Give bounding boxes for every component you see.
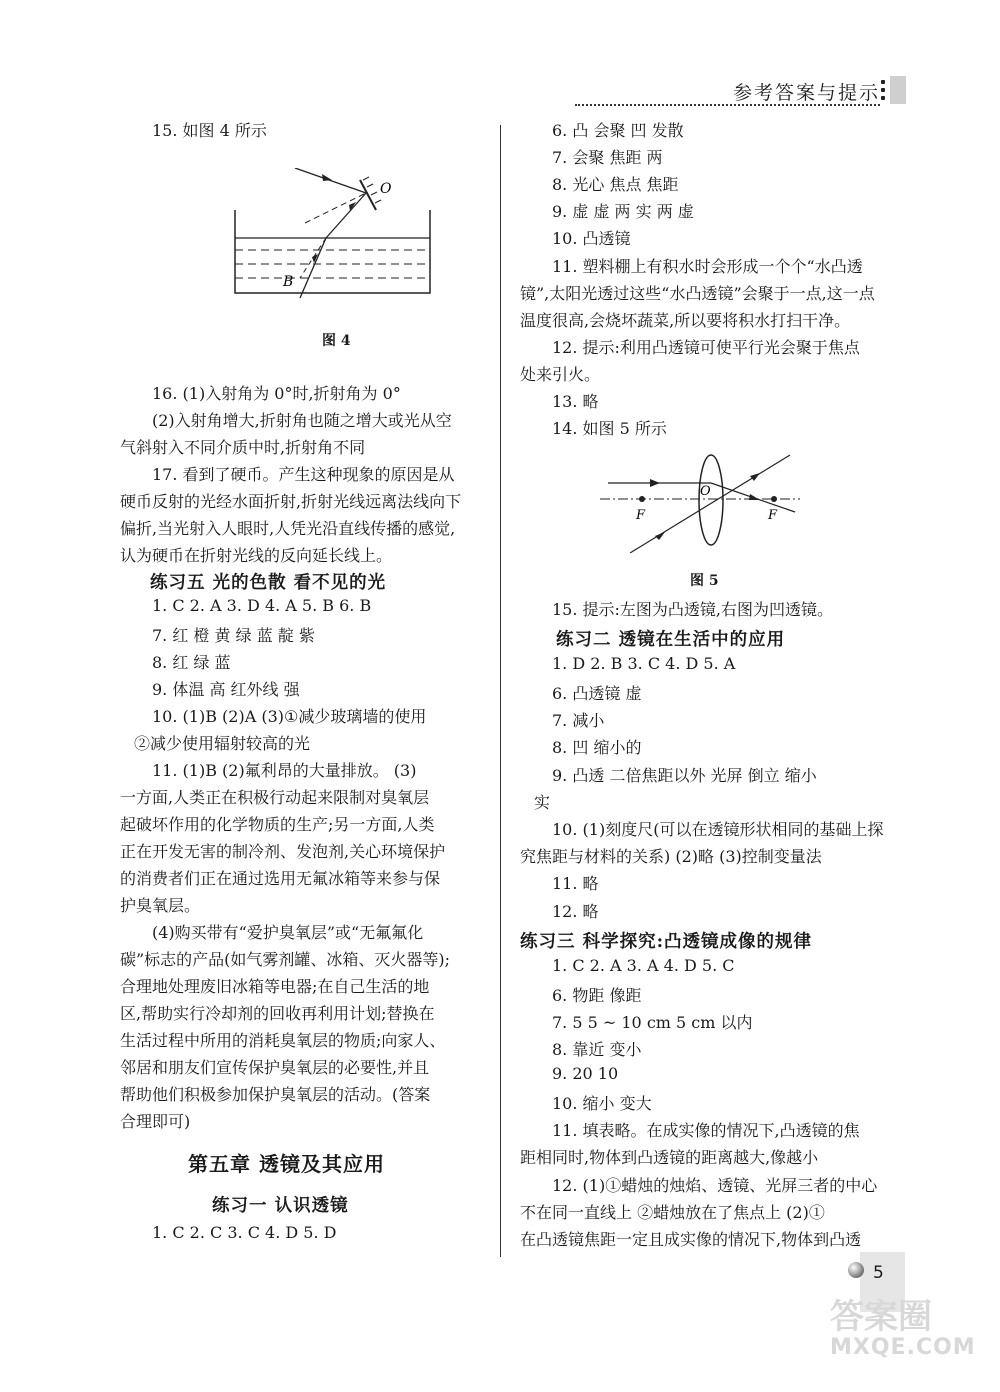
ex2-line: 11. 略 — [552, 874, 599, 893]
ex5-line: (4)购买带有“爱护臭氧层”或“无氟氟化 — [152, 923, 424, 942]
right-answer-line: 8. 光心 焦点 焦距 — [552, 175, 679, 194]
chapter-5-title: 第五章 透镜及其应用 — [188, 1152, 385, 1176]
answer-16-line-2: (2)入射角增大,折射角也随之增大或光从空 — [152, 411, 452, 430]
ex5-line: 区,帮助实行冷却剂的回收再利用计划;替换在 — [120, 1004, 435, 1023]
ex2-line: 究焦距与材料的关系) (2)略 (3)控制变量法 — [520, 847, 822, 866]
ex5-line: 1. C 2. A 3. D 4. A 5. B 6. B — [152, 596, 372, 615]
header-dotted-rule — [575, 104, 880, 106]
ex5-line: 护臭氧层。 — [120, 896, 201, 915]
right-answer-line: 13. 略 — [552, 392, 599, 411]
answer-17-line-3: 偏折,当光射入人眼时,人凭光沿直线传播的感觉, — [120, 519, 456, 538]
section-exercise-5-heading: 练习五 光的色散 看不见的光 — [150, 573, 387, 593]
ex3-line: 不在同一直线上 ②蜡烛放在了焦点上 (2)① — [520, 1203, 825, 1222]
ex2-line: 8. 凹 缩小的 — [552, 738, 642, 757]
ex2-line: 12. 略 — [552, 902, 599, 921]
figure-4-label-o: O — [380, 181, 392, 197]
answer-16-line-3: 气斜射入不同介质中时,折射角不同 — [120, 438, 366, 457]
right-answer-line: 14. 如图 5 所示 — [552, 419, 667, 438]
figure-5-caption: 图 5 — [690, 573, 719, 589]
ex5-line: 10. (1)B (2)A (3)①减少玻璃墙的使用 — [152, 707, 427, 726]
ex5-line: ②减少使用辐射较高的光 — [134, 734, 311, 753]
ex3-line: 1. C 2. A 3. A 4. D 5. C — [552, 956, 735, 975]
ex3-line: 9. 20 10 — [552, 1064, 619, 1083]
answer-15: 15. 如图 4 所示 — [152, 121, 267, 140]
right-answer-line: 6. 凸 会聚 凹 发散 — [552, 121, 684, 140]
ex3-line: 8. 靠近 变小 — [552, 1040, 642, 1059]
ex5-line: 一方面,人类正在积极行动起来限制对臭氧层 — [120, 788, 430, 807]
header-gray-block — [890, 76, 906, 104]
ex2-line: 9. 凸透 二倍焦距以外 光屏 倒立 缩小 — [552, 766, 817, 785]
ex5-line: 11. (1)B (2)氟利昂的大量排放。 (3) — [152, 761, 417, 780]
right-answer-line: 10. 凸透镜 — [552, 229, 631, 248]
ex5-line: 8. 红 绿 蓝 — [152, 653, 231, 672]
right-answer-line: 处来引火。 — [520, 365, 601, 384]
ex5-line: 合理即可) — [120, 1112, 191, 1131]
figure-4-diagram — [230, 168, 440, 303]
ex3-line: 10. 缩小 变大 — [552, 1094, 652, 1113]
watermark-url: MXQE.COM — [830, 1334, 976, 1360]
ex3-line: 距相同时,物体到凸透镜的距离越大,像越小 — [520, 1148, 819, 1167]
column-divider — [500, 125, 501, 1257]
answer-16-line-1: 16. (1)入射角为 0°时,折射角为 0° — [152, 384, 401, 403]
page-number: 5 — [873, 1263, 884, 1283]
figure-5-label-f-right: F — [768, 508, 778, 523]
ex2-line: 10. (1)刻度尺(可以在透镜形状相同的基础上探 — [552, 820, 884, 839]
figure-4-label-b: B — [283, 274, 294, 290]
figure-5-label-f-left: F — [636, 508, 646, 523]
header-dots-decoration — [881, 80, 885, 104]
right-answer-line: 12. 提示:利用凸透镜可使平行光会聚于焦点 — [552, 338, 860, 357]
answer-17-line-1: 17. 看到了硬币。产生这种现象的原因是从 — [152, 465, 455, 484]
figure-5-label-o: O — [700, 484, 711, 499]
right-answer-line: 温度很高,会烧坏蔬菜,所以要将积水打扫干净。 — [520, 311, 851, 330]
ex2-line: 7. 减小 — [552, 711, 605, 730]
ex2-line: 实 — [534, 793, 551, 812]
ex5-line: 合理地处理废旧冰箱等电器;在自己生活的地 — [120, 977, 430, 996]
page-ball-icon — [848, 1262, 864, 1278]
ex5-line: 正在开发无害的制冷剂、发泡剂,关心环境保护 — [120, 842, 446, 861]
figure-5-diagram — [600, 453, 800, 553]
ex2-line: 1. D 2. B 3. C 4. D 5. A — [552, 654, 736, 673]
ex5-line: 的消费者们正在通过选用无氟冰箱等来参与保 — [120, 869, 441, 888]
ex5-line: 邻居和朋友们宣传保护臭氧层的必要性,并且 — [120, 1058, 430, 1077]
section-exercise-3-heading: 练习三 科学探究:凸透镜成像的规律 — [520, 932, 813, 952]
ex3-line: 11. 填表略。在成实像的情况下,凸透镜的焦 — [552, 1121, 860, 1140]
watermark-logo-text: 答案圈 — [830, 1297, 932, 1337]
right-answer-line: 7. 会聚 焦距 两 — [552, 148, 663, 167]
figure-4-caption: 图 4 — [322, 333, 351, 349]
section-exercise-1-heading: 练习一 认识透镜 — [212, 1196, 349, 1216]
right-answer-line: 9. 虚 虚 两 实 两 虚 — [552, 202, 694, 221]
ex1-line: 1. C 2. C 3. C 4. D 5. D — [152, 1223, 337, 1242]
ex3-line: 7. 5 5 ~ 10 cm 5 cm 以内 — [552, 1013, 753, 1032]
ex5-line: 帮助他们积极参加保护臭氧层的活动。(答案 — [120, 1085, 431, 1104]
ex5-line: 生活过程中所用的消耗臭氧层的物质;向家人、 — [120, 1031, 446, 1050]
ex5-line: 起破坏作用的化学物质的生产;另一方面,人类 — [120, 815, 435, 834]
ex3-line: 12. (1)①蜡烛的烛焰、透镜、光屏三者的中心 — [552, 1176, 878, 1195]
watermark — [830, 1297, 976, 1360]
ex3-line: 6. 物距 像距 — [552, 986, 642, 1005]
section-exercise-2-heading: 练习二 透镜在生活中的应用 — [556, 630, 786, 650]
answer-17-line-4: 认为硬币在折射光线的反向延长线上。 — [120, 546, 393, 565]
page-header-title: 参考答案与提示 — [733, 82, 881, 104]
right-answer-line: 镜”,太阳光透过这些“水凸透镜”会聚于一点,这一点 — [520, 284, 875, 303]
answer-17-line-2: 硬币反射的光经水面折射,折射光线远离法线向下 — [120, 492, 462, 511]
right-answer-15: 15. 提示:左图为凸透镜,右图为凹透镜。 — [552, 600, 834, 619]
ex5-line: 7. 红 橙 黄 绿 蓝 靛 紫 — [152, 626, 315, 645]
ex5-line: 9. 体温 高 红外线 强 — [152, 680, 300, 699]
right-answer-line: 11. 塑料棚上有积水时会形成一个个“水凸透 — [552, 257, 863, 276]
ex2-line: 6. 凸透镜 虚 — [552, 684, 642, 703]
ex3-line: 在凸透镜焦距一定且成实像的情况下,物体到凸透 — [520, 1230, 862, 1249]
ex5-line: 碳”标志的产品(如气雾剂罐、冰箱、灭火器等); — [120, 950, 451, 969]
